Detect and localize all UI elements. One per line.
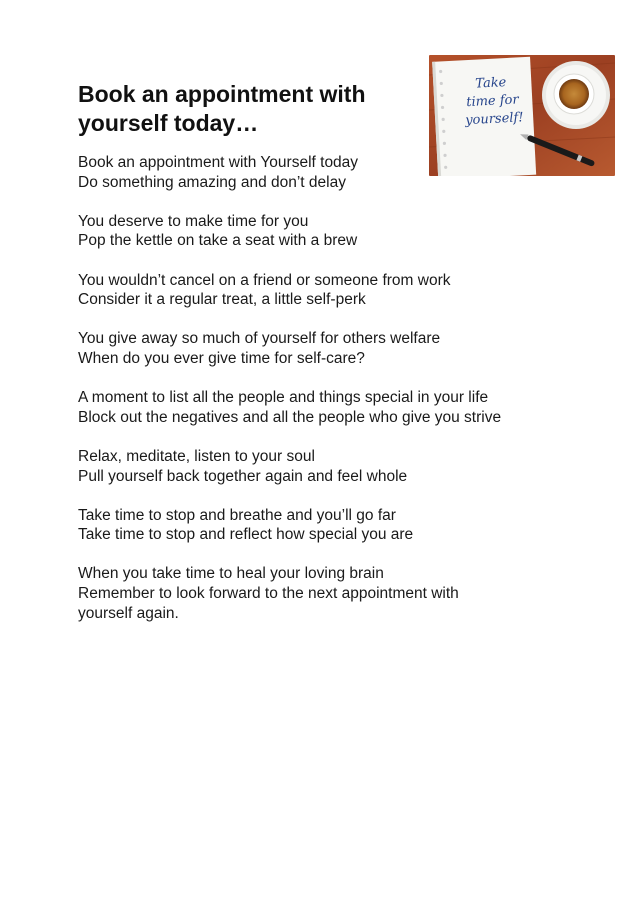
poem-line: Book an appointment with Yourself today bbox=[78, 154, 359, 171]
poem-line: Do something amazing and don’t delay bbox=[78, 173, 346, 191]
note-line-1: Take bbox=[474, 75, 507, 92]
note-line-2: time for bbox=[465, 92, 520, 111]
poem-line: Remember to look forward to the next appointment with yourself again. bbox=[78, 585, 459, 622]
stanza bbox=[78, 271, 578, 310]
stanza bbox=[78, 388, 578, 427]
stanza bbox=[78, 447, 578, 486]
stanza bbox=[78, 212, 578, 251]
page-title: Book an appointment with yourself today… bbox=[78, 81, 366, 136]
poem-line: You deserve to make time for you bbox=[78, 212, 309, 230]
poem-line: A moment to list all the people and things special in your life bbox=[78, 389, 489, 407]
stanza bbox=[78, 329, 578, 368]
poem-line: Pull yourself back together again and feel whole bbox=[78, 467, 408, 485]
poem-line: Consider it a regular treat, a little self-perk bbox=[78, 291, 366, 309]
poem-line: You wouldn’t cancel on a friend or someone from work bbox=[78, 271, 451, 289]
note-line-3: yourself! bbox=[464, 110, 524, 129]
poem-line: Pop the kettle on take a seat with a brew bbox=[78, 232, 358, 250]
poem-line: Take time to stop and reflect how special you are bbox=[78, 526, 414, 544]
poem-line: You give away so much of yourself for others welfare bbox=[78, 330, 441, 348]
poem-line: Relax, meditate, listen to your soul bbox=[78, 447, 315, 465]
stanza bbox=[78, 153, 578, 192]
stanza bbox=[78, 506, 578, 545]
poem-body bbox=[78, 153, 578, 643]
poem-line: When do you ever give time for self-care? bbox=[78, 349, 365, 367]
poem-line: Take time to stop and breathe and you’ll go far bbox=[78, 506, 396, 524]
poem-line: When you take time to heal your loving brain bbox=[78, 565, 384, 583]
poem-line: Block out the negatives and all the people who give you strive bbox=[78, 408, 502, 426]
stanza bbox=[78, 564, 578, 623]
